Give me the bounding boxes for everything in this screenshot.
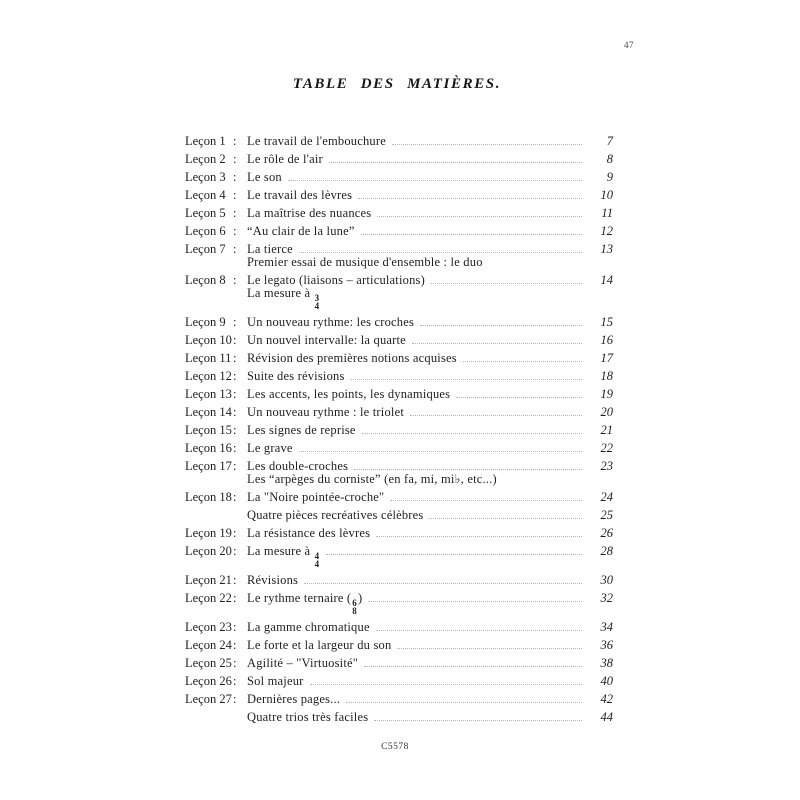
dot-leader <box>326 553 582 555</box>
toc-entry <box>185 225 613 238</box>
dot-leader <box>361 233 582 235</box>
lesson-title: Le travail des lèvres <box>247 188 353 202</box>
label-separator: : <box>233 351 237 365</box>
dot-leader <box>354 468 582 470</box>
dot-leader <box>456 396 582 398</box>
toc-row <box>185 491 613 504</box>
label-separator: : <box>233 333 237 347</box>
lesson-title: Quatre trios très faciles <box>247 710 369 724</box>
toc-row <box>185 675 613 688</box>
toc-row <box>185 657 613 670</box>
toc-entry <box>185 388 613 401</box>
toc-entry <box>185 207 613 220</box>
toc-subrow <box>185 473 613 486</box>
lesson-label: Leçon 16 <box>185 441 232 455</box>
page-number: 10 <box>600 188 613 202</box>
lesson-label: Leçon 6 <box>185 224 226 238</box>
lesson-title: Agilité – "Virtuosité" <box>247 656 359 670</box>
dot-leader <box>351 378 582 380</box>
page-number: 12 <box>600 224 613 238</box>
lesson-title: Le forte et la largeur du son <box>247 638 392 652</box>
toc-entry <box>185 189 613 202</box>
dot-leader <box>410 414 582 416</box>
page-number: 34 <box>600 620 613 634</box>
toc-entry <box>185 545 613 569</box>
label-separator: : <box>233 224 237 238</box>
toc-entry <box>185 274 613 311</box>
lesson-label: Leçon 9 <box>185 315 226 329</box>
page-number: 15 <box>600 315 613 329</box>
lesson-label: Leçon 13 <box>185 387 232 401</box>
page-number: 13 <box>600 242 613 256</box>
lesson-title: La gamme chromatique <box>247 620 370 634</box>
toc-row <box>185 225 613 238</box>
page-number: 22 <box>600 441 613 455</box>
lesson-label: Leçon 5 <box>185 206 226 220</box>
dot-leader <box>390 499 582 501</box>
toc-entry <box>185 460 613 486</box>
toc-entry <box>185 639 613 652</box>
toc-entry <box>185 574 613 587</box>
page-number: 44 <box>600 710 613 724</box>
label-separator: : <box>233 441 237 455</box>
lesson-title: “Au clair de la lune” <box>247 224 355 238</box>
page-number: 7 <box>606 134 613 148</box>
toc-row <box>185 189 613 202</box>
lesson-label: Leçon 17 <box>185 459 232 473</box>
toc-row <box>185 135 613 148</box>
lesson-title: La maîtrise des nuances <box>247 206 372 220</box>
label-separator: : <box>233 152 237 166</box>
page-number: 40 <box>600 674 613 688</box>
page-number: 18 <box>600 369 613 383</box>
toc-row <box>185 574 613 587</box>
toc-row <box>185 388 613 401</box>
dot-leader <box>364 665 582 667</box>
toc-entry <box>185 675 613 688</box>
toc-row <box>185 592 613 616</box>
label-separator: : <box>233 387 237 401</box>
corner-page-number: 47 <box>624 40 634 50</box>
lesson-title: Le son <box>247 170 282 184</box>
toc-row <box>185 639 613 652</box>
label-separator: : <box>233 638 237 652</box>
lesson-title: Un nouveau rythme: les croches <box>247 315 415 329</box>
dot-leader <box>392 143 582 145</box>
lesson-title: Le legato (liaisons – articulations) <box>247 273 425 287</box>
lesson-title: Révisions <box>247 573 299 587</box>
lesson-label: Leçon 4 <box>185 188 226 202</box>
lesson-title: Quatre pièces recréatives célèbres <box>247 508 424 522</box>
page-number: 38 <box>600 656 613 670</box>
lesson-label: Leçon 7 <box>185 242 226 256</box>
toc-entry <box>185 334 613 347</box>
label-separator: : <box>233 526 237 540</box>
lesson-title: La mesure à 4 4 <box>247 544 320 569</box>
toc-row <box>185 316 613 329</box>
lesson-label: Leçon 14 <box>185 405 232 419</box>
toc-entry <box>185 153 613 166</box>
page-number: 24 <box>600 490 613 504</box>
toc-entry <box>185 406 613 419</box>
lesson-title: Le rôle de l'air <box>247 152 323 166</box>
lesson-label: Leçon 21 <box>185 573 232 587</box>
toc-entry <box>185 657 613 670</box>
dot-leader <box>429 517 582 519</box>
lesson-label: Leçon 22 <box>185 591 232 605</box>
toc-entry <box>185 171 613 184</box>
toc-subrow <box>185 256 613 269</box>
dot-leader <box>288 179 582 181</box>
dot-leader <box>368 600 582 602</box>
toc-row <box>185 711 613 724</box>
dot-leader <box>304 582 582 584</box>
toc-entry <box>185 711 613 724</box>
lesson-title: La résistance des lèvres <box>247 526 371 540</box>
page-number: 28 <box>600 544 613 558</box>
dot-leader <box>362 432 582 434</box>
label-separator: : <box>233 591 237 605</box>
lesson-label: Leçon 10 <box>185 333 232 347</box>
label-separator: : <box>233 405 237 419</box>
dot-leader <box>431 282 582 284</box>
dot-leader <box>412 342 582 344</box>
lesson-subtitle: Premier essai de musique d'ensemble : le duo <box>247 255 483 269</box>
toc-row <box>185 424 613 437</box>
page-number: 26 <box>600 526 613 540</box>
lesson-title: Suite des révisions <box>247 369 345 383</box>
page-number: 8 <box>606 152 613 166</box>
label-separator: : <box>233 544 237 558</box>
page-number: 23 <box>600 459 613 473</box>
lesson-label: Leçon 26 <box>185 674 232 688</box>
time-signature-fraction: 3 4 <box>314 293 320 311</box>
lesson-label: Leçon 20 <box>185 544 232 558</box>
lesson-title: Sol majeur <box>247 674 304 688</box>
toc-entry <box>185 442 613 455</box>
dot-leader <box>329 161 582 163</box>
toc-entry <box>185 509 613 522</box>
lesson-label: Leçon 25 <box>185 656 232 670</box>
label-separator: : <box>233 423 237 437</box>
label-separator: : <box>233 620 237 634</box>
lesson-label: Leçon 2 <box>185 152 226 166</box>
label-separator: : <box>233 459 237 473</box>
page-number: 21 <box>600 423 613 437</box>
lesson-label: Leçon 27 <box>185 692 232 706</box>
lesson-label: Leçon 15 <box>185 423 232 437</box>
label-separator: : <box>233 315 237 329</box>
label-separator: : <box>233 656 237 670</box>
toc-row <box>185 207 613 220</box>
toc-entry <box>185 693 613 706</box>
toc-row <box>185 527 613 540</box>
dot-leader <box>346 701 582 703</box>
label-separator: : <box>233 188 237 202</box>
lesson-label: Leçon 24 <box>185 638 232 652</box>
page-number: 25 <box>600 508 613 522</box>
page-number: 14 <box>600 273 613 287</box>
page-number: 16 <box>600 333 613 347</box>
dot-leader <box>299 251 582 253</box>
lesson-label: Leçon 8 <box>185 273 226 287</box>
page-number: 30 <box>600 573 613 587</box>
page-number: 11 <box>601 206 613 220</box>
lesson-title: Les signes de reprise <box>247 423 356 437</box>
toc-entry <box>185 491 613 504</box>
label-separator: : <box>233 242 237 256</box>
page-number: 20 <box>600 405 613 419</box>
toc-entry <box>185 370 613 383</box>
lesson-label: Leçon 12 <box>185 369 232 383</box>
toc-entry <box>185 243 613 269</box>
dot-leader <box>376 535 582 537</box>
toc-row <box>185 334 613 347</box>
lesson-title: Le rythme ternaire ( 6 8 ) <box>247 591 363 616</box>
label-separator: : <box>233 692 237 706</box>
lesson-title: Un nouveau rythme : le triolet <box>247 405 405 419</box>
toc-row <box>185 171 613 184</box>
toc-entry <box>185 424 613 437</box>
page-title: TABLE DES MATIÈRES. <box>292 76 502 92</box>
dot-leader <box>299 450 582 452</box>
dot-leader <box>376 629 582 631</box>
label-separator: : <box>233 273 237 287</box>
toc-entry <box>185 352 613 365</box>
label-separator: : <box>233 134 237 148</box>
toc-row <box>185 352 613 365</box>
lesson-title: Les double-croches <box>247 459 349 473</box>
label-separator: : <box>233 369 237 383</box>
lesson-label: Leçon 11 <box>185 351 232 365</box>
page-number: 19 <box>600 387 613 401</box>
toc-entry <box>185 527 613 540</box>
toc-row <box>185 621 613 634</box>
lesson-title: Révision des premières notions acquises <box>247 351 457 365</box>
label-separator: : <box>233 573 237 587</box>
lesson-title: Le travail de l'embouchure <box>247 134 386 148</box>
lesson-title: La "Noire pointée-croche" <box>247 490 385 504</box>
toc-row <box>185 406 613 419</box>
toc-entry <box>185 592 613 616</box>
label-separator: : <box>233 206 237 220</box>
toc-entry <box>185 135 613 148</box>
lesson-label: Leçon 23 <box>185 620 232 634</box>
dot-leader <box>397 647 582 649</box>
label-separator: : <box>233 170 237 184</box>
time-signature-fraction: 4 4 <box>314 551 320 569</box>
page-number: 9 <box>606 170 613 184</box>
toc-row <box>185 153 613 166</box>
toc-entry <box>185 316 613 329</box>
toc-row <box>185 693 613 706</box>
toc-list <box>185 135 613 729</box>
dot-leader <box>358 197 582 199</box>
label-separator: : <box>233 674 237 688</box>
dot-leader <box>310 683 582 685</box>
lesson-label: Leçon 19 <box>185 526 232 540</box>
toc-row <box>185 442 613 455</box>
lesson-title: Dernières pages... <box>247 692 341 706</box>
dot-leader <box>463 360 582 362</box>
lesson-title: Les accents, les points, les dynamiques <box>247 387 451 401</box>
toc-entry <box>185 621 613 634</box>
toc-row <box>185 370 613 383</box>
lesson-subtitle: Les “arpèges du corniste” (en fa, mi, mi♭, etc...) <box>247 472 497 486</box>
page-number: 42 <box>600 692 613 706</box>
plate-number: C5578 <box>381 742 409 752</box>
label-separator: : <box>233 490 237 504</box>
dot-leader <box>420 324 582 326</box>
lesson-title: La tierce <box>247 242 293 256</box>
page-number: 17 <box>600 351 613 365</box>
lesson-subtitle: La mesure à 3 4 <box>247 286 320 311</box>
time-signature-fraction: 6 8 <box>352 598 357 616</box>
dot-leader <box>374 719 582 721</box>
page-number: 36 <box>600 638 613 652</box>
toc-subrow <box>185 287 613 311</box>
page-number: 32 <box>600 591 613 605</box>
lesson-label: Leçon 18 <box>185 490 232 504</box>
dot-leader <box>377 215 582 217</box>
lesson-label: Leçon 1 <box>185 134 226 148</box>
lesson-label: Leçon 3 <box>185 170 226 184</box>
toc-row <box>185 509 613 522</box>
lesson-title: Un nouvel intervalle: la quarte <box>247 333 406 347</box>
toc-row <box>185 545 613 569</box>
lesson-title: Le grave <box>247 441 293 455</box>
